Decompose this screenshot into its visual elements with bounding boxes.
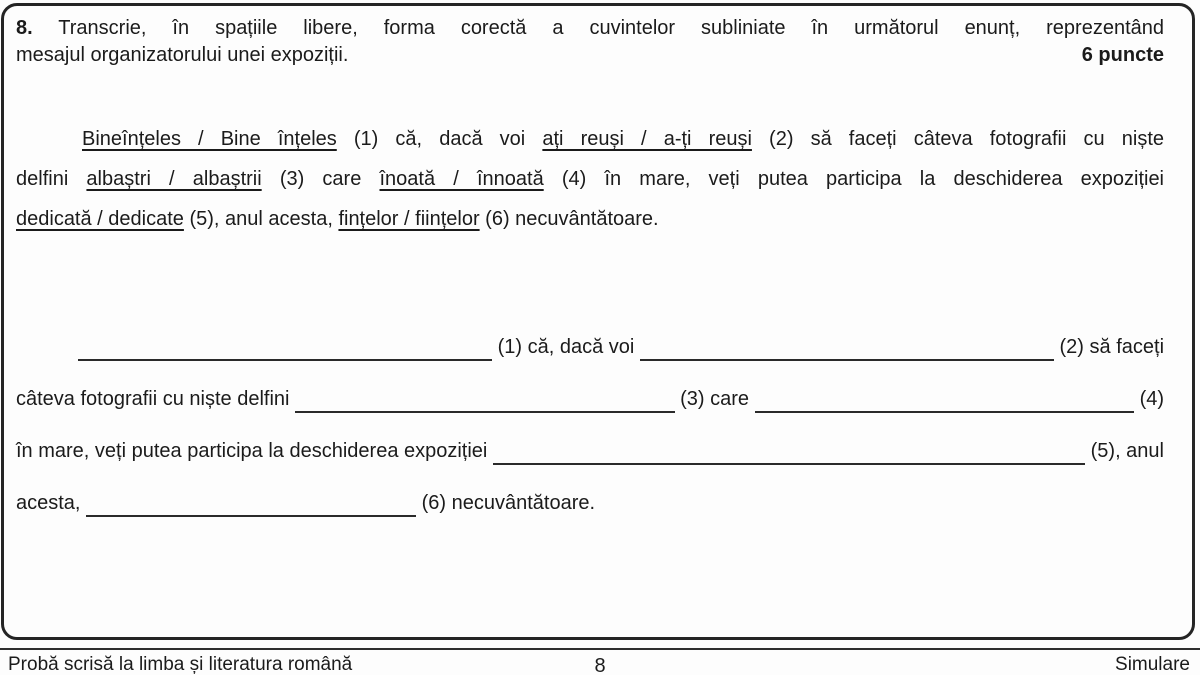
statement-line: [16, 159, 1164, 199]
answer-line-text: acesta,: [16, 492, 87, 514]
footer-exam-title: Probă scrisă la limba și literatura română: [8, 654, 353, 675]
statement-text: delfini: [16, 168, 87, 190]
underlined-word-pair: înoată / înnoată: [379, 168, 544, 190]
answer-blank: [295, 410, 674, 413]
underlined-word-pair: ați reuși / a-ți reuși: [542, 128, 752, 150]
answer-line-text: (2) să faceți: [1053, 336, 1165, 358]
answer-line-text: în mare, veți putea participa la deschiderea expoziției: [16, 440, 493, 462]
statement-line: [16, 199, 1164, 239]
answer-line-text: (1) că, dacă voi: [492, 336, 640, 358]
answer-blank: [78, 358, 492, 361]
page-number: 8: [594, 655, 606, 675]
statement-text: (5), anul acesta,: [183, 208, 339, 230]
underlined-word-pair: Bineînțeles / Bine înțeles: [82, 128, 337, 150]
question-number: 8.: [16, 17, 33, 39]
answer-blank: [493, 462, 1085, 465]
question-prompt-text-2: mesajul organizatorului unei expoziții.: [16, 44, 349, 66]
answer-line-text: (5), anul: [1085, 440, 1164, 462]
statement-text: (6) necuvântătoare.: [479, 208, 659, 230]
statement-text: (3) care: [261, 168, 380, 190]
question-prompt-line2: [16, 42, 1164, 69]
underlined-word-pair: dedicată / dedicate: [16, 208, 184, 230]
answer-line-text: (4): [1134, 388, 1165, 410]
answer-line: [16, 437, 1164, 465]
question-header: [16, 15, 1164, 69]
statement-text: (1) că, dacă voi: [336, 128, 543, 150]
statement-text: (2) să faceți câteva fotografii cu niște: [751, 128, 1165, 150]
footer-session-label: Simulare: [1115, 654, 1190, 675]
question-prompt-line1: [16, 15, 1164, 42]
answer-area: [16, 333, 1164, 517]
statement: [16, 119, 1164, 239]
answer-line-text: (6) necuvântătoare.: [416, 492, 596, 514]
statement-text: (4) în mare, veți putea participa la deschiderea expoziției: [543, 168, 1165, 190]
answer-line-text: (3) care: [674, 388, 755, 410]
answer-line-text: câteva fotografii cu niște delfini: [16, 388, 296, 410]
statement-line: [16, 119, 1164, 159]
answer-line: [16, 333, 1164, 361]
underlined-word-pair: albaștri / albaștrii: [86, 168, 262, 190]
answer-line: [16, 489, 1164, 517]
answer-line: [16, 385, 1164, 413]
points-label: 6 puncte: [1081, 44, 1164, 66]
answer-blank: [86, 514, 416, 517]
underlined-word-pair: fințelor / ființelor: [338, 208, 480, 230]
answer-blank: [640, 358, 1054, 361]
question-prompt-text: Transcrie, în spațiile libere, forma corectă a cuvintelor subliniate în următorul enunț, reprezentând: [32, 17, 1164, 39]
question-box: [1, 3, 1195, 640]
answer-blank: [755, 410, 1134, 413]
